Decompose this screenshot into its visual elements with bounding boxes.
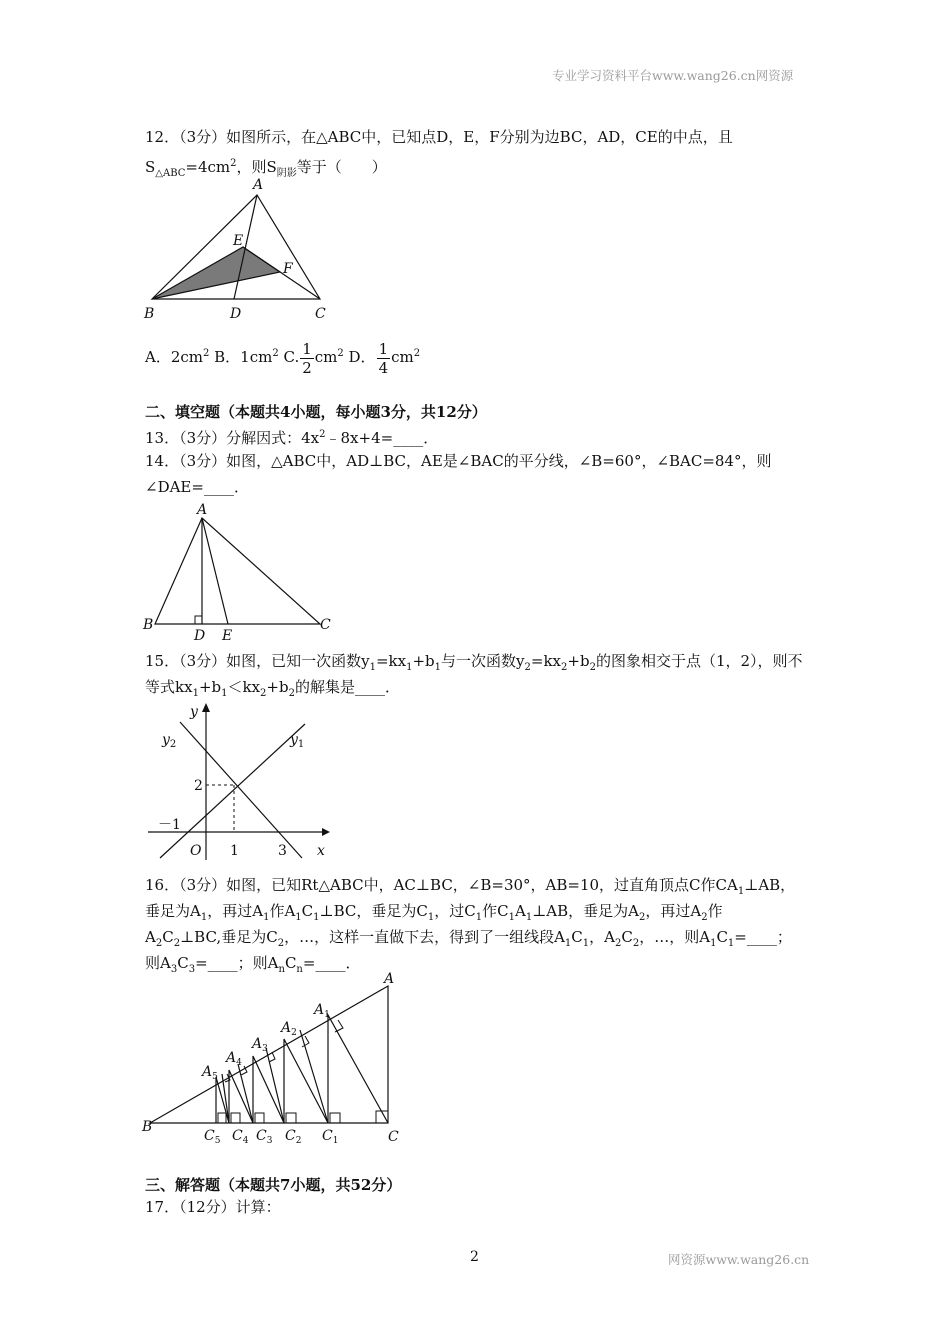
q15-l1-s2: 2 (524, 662, 531, 673)
q16-c1-c: C (322, 1128, 333, 1144)
q16-l3c: ⊥BC,垂足为C (180, 928, 278, 946)
q12-option-d: D． (343, 348, 376, 366)
q15-label-x: x (317, 843, 325, 859)
q16-label-a4 (224, 1050, 242, 1068)
q15-y2-y: y (162, 732, 170, 748)
q16-c2-sub: 2 (295, 1136, 302, 1146)
q16-l4a: 则A (145, 954, 171, 972)
q16-l2-s2a: 2 (639, 912, 646, 923)
q12-sub-abc: △ABC (155, 168, 186, 179)
q16-label-c5 (204, 1128, 221, 1146)
q15-l1c: +b (412, 652, 435, 670)
q16-l2-s1a: 1 (200, 912, 208, 923)
q15-l1g: 的图象相交于点（1，2），则不 (595, 652, 803, 670)
q15-tick-1: 1 (230, 843, 239, 859)
q16-c2-c: C (285, 1128, 296, 1144)
q16-l2-s1f: 1 (475, 912, 483, 923)
q16-a3-a: A (252, 1036, 263, 1052)
q14-label-c: C (320, 617, 331, 633)
q16-label-a5 (200, 1064, 218, 1082)
q16-l3i: C (716, 928, 728, 946)
q15-l1-s1b: 1 (406, 662, 413, 673)
q16-l2j: ，再过A (645, 902, 702, 920)
q16-l2a: 垂足为A (145, 902, 201, 920)
q13-line (145, 424, 438, 449)
q16-construction-lines (216, 1015, 388, 1123)
q16-figure (138, 968, 413, 1148)
q16-l3-s2c: 2 (277, 938, 285, 949)
q15-l2-s2: 2 (260, 688, 267, 699)
q16-a2-a: A (281, 1020, 292, 1036)
q16-l2-s1e: 1 (427, 912, 435, 923)
q16-l2-s2b: 2 (701, 912, 708, 923)
q16-c3-c: C (256, 1128, 267, 1144)
q16-l4-s3a: 3 (170, 964, 178, 975)
q12-label-f: F (283, 261, 293, 277)
q15-l2d: +b (266, 678, 289, 696)
q16-l2h: A (514, 902, 526, 920)
q15-l2c: ＜kx (227, 678, 261, 696)
q14-bisector-ae (202, 518, 228, 624)
q15-l2b: +b (198, 678, 222, 696)
q14-figure (138, 500, 338, 645)
page-header: 专业学习资料平台www.wang26.cn网资源 (552, 68, 794, 83)
q16-label-a2 (279, 1020, 297, 1038)
q12-d-den: 4 (378, 358, 389, 377)
q16-l3-s2d: 2 (614, 938, 622, 949)
q16-l2d: C (301, 902, 314, 920)
q12-c-unit: cm (314, 348, 338, 366)
q16-label-c4 (232, 1128, 249, 1146)
q16-label-b: B (142, 1119, 153, 1135)
q16-a4-sub: 4 (236, 1058, 242, 1068)
q12-sub-shadow: 阴影 (276, 168, 297, 179)
q16-l2k: 作 (707, 902, 723, 920)
q12-c-sup: 2 (337, 348, 344, 359)
page-number: 2 (470, 1249, 479, 1265)
q15-l1e: =kx (530, 652, 562, 670)
q16-l3-s1d: 1 (727, 938, 735, 949)
q16-l3d: ，…，这样一直做下去，得到了一组线段A (284, 928, 565, 946)
q16-line2 (145, 900, 723, 929)
q15-l2a: 等式kx (145, 678, 193, 696)
q15-y2-sub: 2 (169, 739, 177, 750)
q15-l2e: 的解集是____． (294, 678, 400, 696)
q16-a3-sub: 3 (262, 1044, 268, 1054)
q16-l2g: 作C (482, 902, 509, 920)
q15-l1d: 与一次函数y (441, 652, 525, 670)
q15-y1-sub: 1 (297, 739, 305, 750)
q16-c3-sub: 3 (266, 1136, 273, 1146)
q15-l2-s1b: 1 (221, 688, 228, 699)
q16-a5-a: A (202, 1064, 213, 1080)
q14-label-a: A (197, 502, 208, 518)
q12-option-a: A．2cm (145, 348, 204, 366)
q16-label-a1 (312, 1002, 330, 1020)
q16-l2-s1h: 1 (525, 912, 533, 923)
q15-y1-y: y (290, 732, 298, 748)
section3-title: 三、解答题（本题共7小题，共52分） (145, 1176, 402, 1194)
q16-l1: 16．（3分）如图，已知Rt△ABC中，AC⊥BC，∠B=30°，AB=10，过直角顶点C作CA (145, 876, 738, 894)
q16-c4-c: C (232, 1128, 243, 1144)
q15-l2-s1: 1 (192, 688, 199, 699)
q16-l4-na: n (278, 964, 285, 975)
q16-l2i: ⊥AB，垂足为A (532, 902, 639, 920)
q16-l4e: =____． (302, 954, 361, 972)
q15-tick-3: 3 (278, 843, 287, 859)
q16-c4-sub: 4 (242, 1136, 249, 1146)
q12-label-e: E (233, 233, 244, 249)
q14-triangle-abc (155, 518, 320, 624)
q16-l3-s2b: 2 (173, 938, 181, 949)
q15-line1 (145, 650, 803, 679)
q17-line: 17．（12分）计算： (145, 1198, 281, 1216)
q16-l2-s1d: 1 (313, 912, 320, 923)
q14-label-b: B (143, 617, 154, 633)
q15-l1-s1: 1 (369, 662, 376, 673)
q15-label-y1 (289, 732, 304, 750)
q16-l4c: =____；则A (195, 954, 279, 972)
q16-l1-end: ⊥AB， (744, 876, 796, 894)
q16-a1-sub: 1 (324, 1010, 330, 1020)
q12-c-den: 2 (302, 358, 312, 377)
q12-option-b: B．1cm (209, 348, 273, 366)
q16-l3j: =____； (734, 928, 792, 946)
q15-tick-minus-1: －1 (158, 817, 181, 833)
q16-l3h: ，…，则A (639, 928, 711, 946)
q12-s: S (145, 158, 156, 176)
q16-c5-c: C (204, 1128, 215, 1144)
q16-l3-s2a: 2 (155, 938, 163, 949)
q15-l1a: 15．（3分）如图，已知一次函数y (145, 652, 370, 670)
q16-mark-c1 (330, 1113, 340, 1123)
q12-option-c: C. (278, 348, 300, 366)
q16-l3-s1c: 1 (710, 938, 717, 949)
q16-a1-a: A (314, 1002, 325, 1018)
q12-sup: 2 (230, 158, 237, 169)
q15-l1-s2b: 2 (561, 662, 568, 673)
q15-l2-s2b: 2 (288, 688, 295, 699)
q14-label-e: E (222, 628, 233, 644)
q16-mark-c4 (231, 1113, 240, 1123)
q16-mark-c2 (286, 1113, 296, 1123)
q14-label-d: D (194, 628, 206, 644)
q13-sup: 2 (319, 429, 326, 440)
q12-eq: =4cm (185, 158, 231, 176)
q16-label-c: C (388, 1129, 399, 1145)
q15-label-y: y (190, 704, 198, 720)
q12-figure (140, 175, 340, 325)
q16-l1-s1: 1 (737, 886, 745, 897)
q14-right-angle-mark (195, 616, 202, 624)
q16-l3e: C (571, 928, 583, 946)
q16-l2e: ⊥BC，垂足为C (319, 902, 428, 920)
q16-l3-s2e: 2 (632, 938, 640, 949)
q12-c-num: 1 (302, 339, 312, 358)
q15-tick-2: 2 (194, 778, 203, 794)
q16-mark-c5 (218, 1113, 226, 1123)
q12-label-a: A (253, 177, 264, 193)
q12-option-b-sup: 2 (272, 348, 279, 359)
q16-label-c1 (322, 1128, 338, 1146)
q14-line1: 14．（3分）如图，△ABC中，AD⊥BC，AE是∠BAC的平分线，∠B=60°，∠BAC=84°，则 (145, 452, 772, 470)
q12-d-unit: cm (391, 348, 414, 366)
q16-l3-s1a: 1 (564, 938, 572, 949)
q16-l3g: C (621, 928, 633, 946)
q12-d-sup: 2 (413, 348, 421, 359)
q15-graph (140, 700, 340, 865)
q16-l3a: A (145, 928, 156, 946)
q16-l2c: 作A (269, 902, 296, 920)
q16-label-c2 (285, 1128, 301, 1146)
q16-l3-s1b: 1 (582, 938, 590, 949)
q12-options (145, 336, 420, 377)
q15-y-arrow (202, 703, 210, 712)
page-footer-right: 网资源www.wang26.cn (668, 1252, 810, 1267)
section2-title: 二、填空题（本题共4小题，每小题3分，共12分） (145, 403, 487, 421)
q12-option-d-fraction (377, 340, 391, 377)
q12-rest: ，则S (236, 158, 277, 176)
q15-label-y2 (161, 732, 176, 750)
q12-label-c: C (315, 306, 326, 322)
q16-l4-nb: n (296, 964, 303, 975)
q15-label-origin: O (190, 843, 202, 859)
q16-c5-sub: 5 (214, 1136, 221, 1146)
q16-l2-s1b: 1 (263, 912, 270, 923)
q15-l1-s2c: 2 (589, 662, 596, 673)
q13-post: ﹣8x+4=____． (325, 429, 439, 447)
q15-l1f: +b (567, 652, 590, 670)
q16-label-a3 (250, 1036, 268, 1054)
q16-triangle-abc (150, 986, 388, 1123)
q16-l2-s1g: 1 (508, 912, 515, 923)
q16-l2-s1c: 1 (295, 912, 302, 923)
q16-a4-a: A (226, 1050, 237, 1066)
q12-line1: 12．（3分）如图所示，在△ABC中，已知点D，E，F分别为边BC，AD，CE的中点，且 (145, 128, 733, 146)
q16-l4b: C (177, 954, 189, 972)
q16-mark-c3 (255, 1113, 264, 1123)
q12-option-c-fraction (300, 340, 314, 377)
q16-l2b: ，再过A (207, 902, 264, 920)
q16-l3f: ，A (589, 928, 615, 946)
q13-pre: 13．（3分）分解因式：4x (145, 429, 320, 447)
q16-a2-sub: 2 (291, 1028, 297, 1038)
q15-l1b: =kx (375, 652, 407, 670)
q16-l2f: ，过C (434, 902, 476, 920)
q15-x-arrow (322, 828, 330, 836)
q12-shaded-region (152, 247, 280, 299)
q16-label-c3 (256, 1128, 273, 1146)
q16-l4-s3b: 3 (188, 964, 196, 975)
q16-l4d: C (284, 954, 297, 972)
q12-option-a-sup: 2 (203, 348, 210, 359)
q12-d-num: 1 (378, 339, 389, 358)
q14-line2: ∠DAE=____． (145, 478, 249, 496)
q16-a5-sub: 5 (212, 1072, 218, 1082)
q15-l1-s1c: 1 (434, 662, 442, 673)
q16-label-a: A (384, 971, 395, 987)
q16-line3 (145, 926, 792, 955)
q16-l3b: C (162, 928, 174, 946)
q12-label-b: B (144, 306, 155, 322)
q12-label-d: D (230, 306, 242, 322)
q16-c1-sub: 1 (332, 1136, 339, 1146)
q16-line1 (145, 874, 795, 903)
q12-tail: 等于（ ） (296, 158, 387, 176)
